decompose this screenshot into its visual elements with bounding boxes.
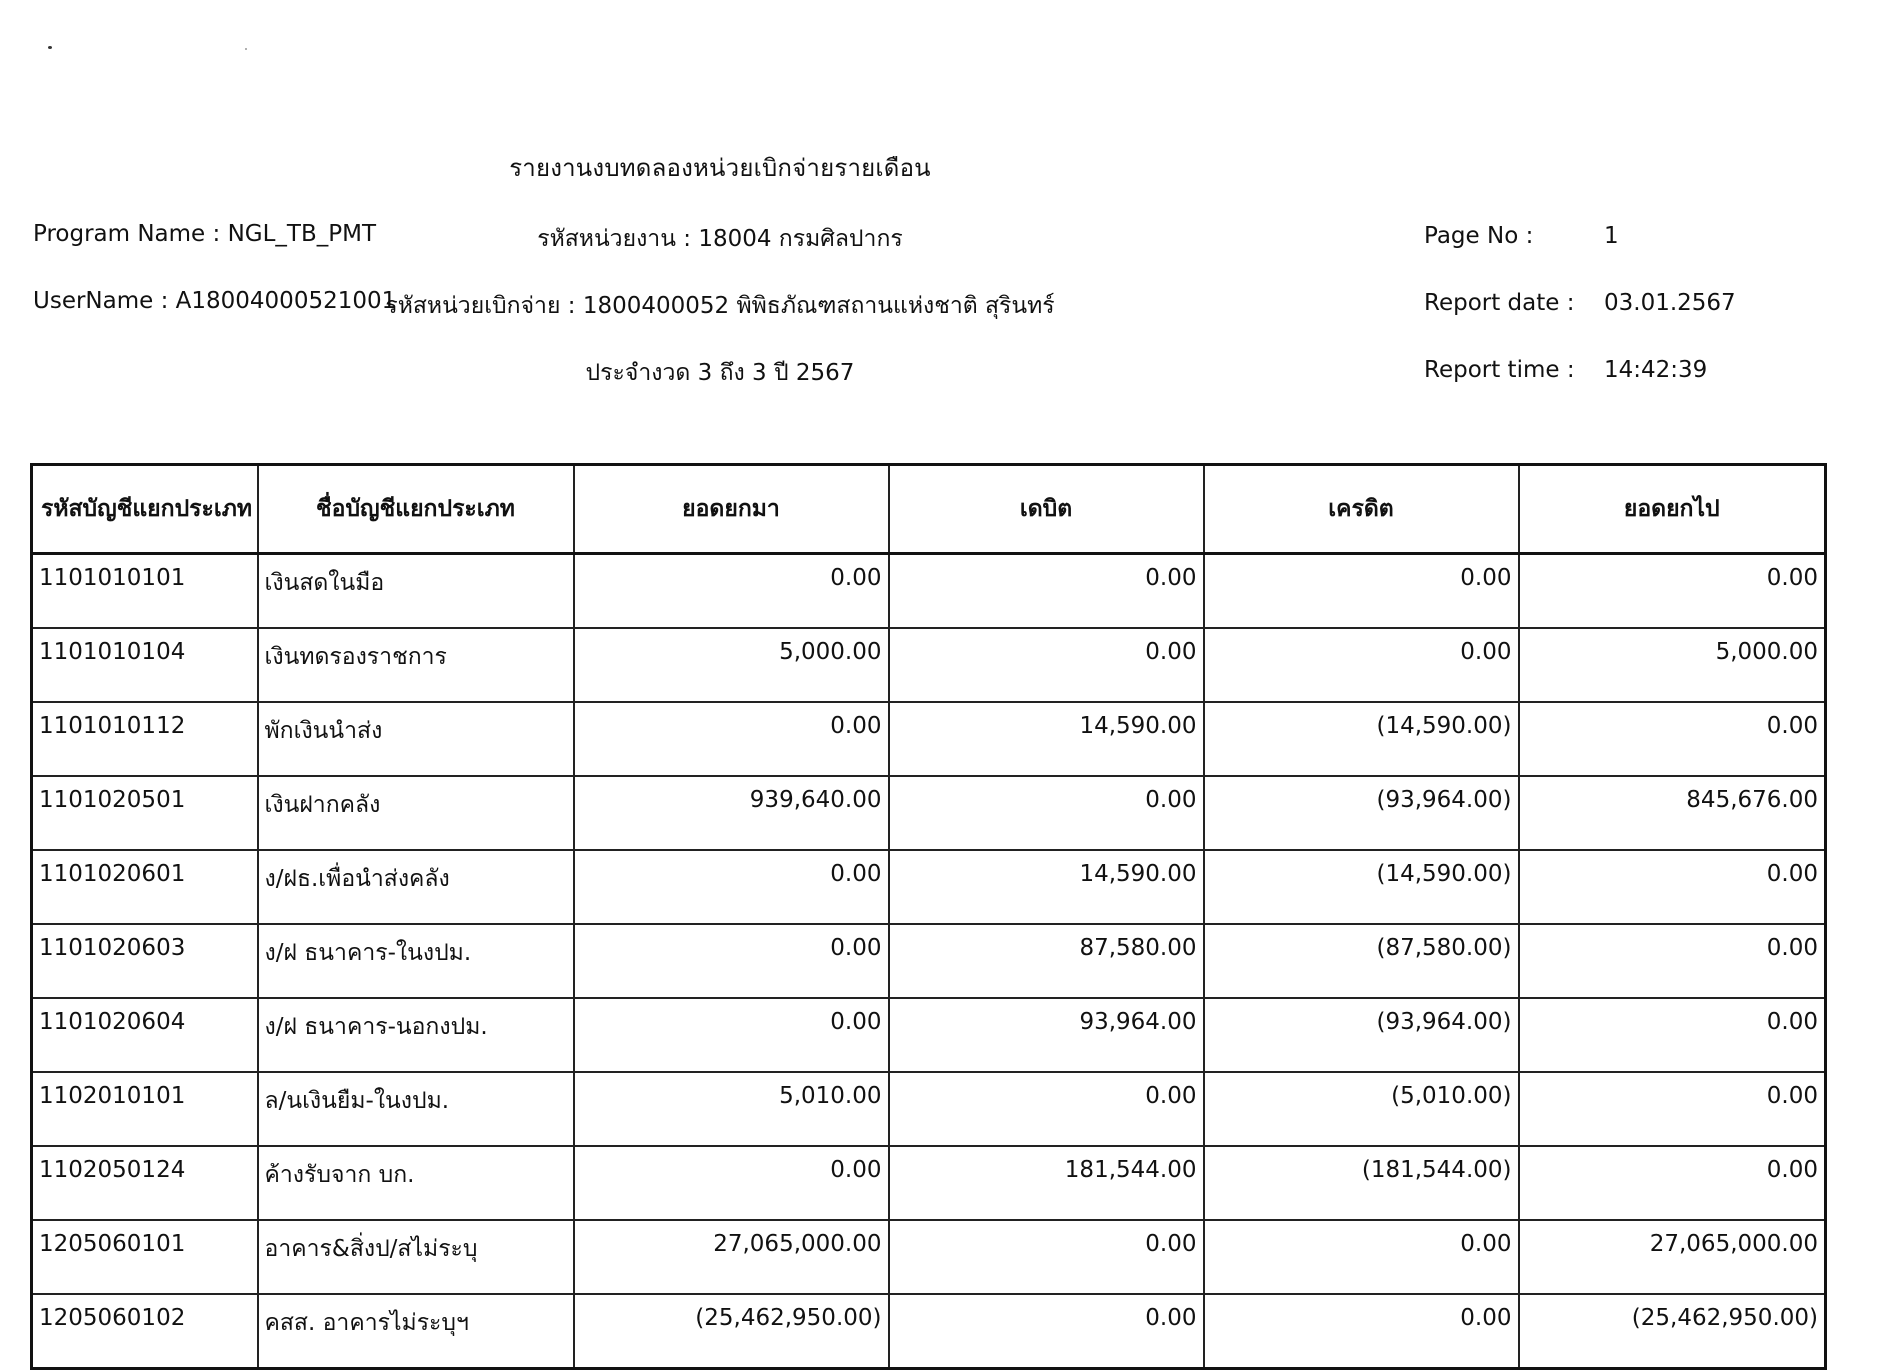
account-code: 1101020601 — [32, 850, 258, 924]
closing-balance: 0.00 — [1519, 702, 1826, 776]
debit: 0.00 — [889, 776, 1204, 850]
table-row — [32, 702, 1826, 776]
closing-balance: 0.00 — [1519, 1072, 1826, 1146]
table-row — [32, 998, 1826, 1072]
account-name: คสส. อาคารไม่ระบุฯ — [258, 1294, 574, 1369]
credit: (93,964.00) — [1204, 776, 1519, 850]
opening-balance: (25,462,950.00) — [574, 1294, 889, 1369]
page-no-value: 1 — [1604, 223, 1619, 249]
disbursement-unit: รหัสหน่วยเบิกจ่าย : 1800400052 พิพิธภัณฑสถานแห่งชาติ สุรินทร์ — [385, 293, 1055, 319]
trial-balance-table — [30, 463, 1827, 1370]
scan-speck — [48, 46, 52, 49]
closing-balance: 0.00 — [1519, 998, 1826, 1072]
account-name: ค้างรับจาก บก. — [258, 1146, 574, 1220]
table-row — [32, 628, 1826, 702]
credit: 0.00 — [1204, 1294, 1519, 1369]
opening-balance: 0.00 — [574, 924, 889, 998]
account-name: พักเงินนำส่ง — [258, 702, 574, 776]
account-name: เงินทดรองราชการ — [258, 628, 574, 702]
account-code: 1205060101 — [32, 1220, 258, 1294]
opening-balance: 0.00 — [574, 554, 889, 629]
credit: (181,544.00) — [1204, 1146, 1519, 1220]
closing-balance: (25,462,950.00) — [1519, 1294, 1826, 1369]
account-code: 1101020603 — [32, 924, 258, 998]
opening-balance: 5,010.00 — [574, 1072, 889, 1146]
account-name: อาคาร&สิ่งป/สไม่ระบุ — [258, 1220, 574, 1294]
table-row — [32, 924, 1826, 998]
debit: 14,590.00 — [889, 702, 1204, 776]
debit: 14,590.00 — [889, 850, 1204, 924]
column-header-closing-balance: ยอดยกไป — [1519, 465, 1826, 554]
opening-balance: 0.00 — [574, 998, 889, 1072]
report-title: รายงานงบทดลองหน่วยเบิกจ่ายรายเดือน — [509, 154, 931, 182]
debit: 0.00 — [889, 554, 1204, 629]
column-header-account-name: ชื่อบัญชีแยกประเภท — [258, 465, 574, 554]
scan-speck — [245, 48, 247, 50]
closing-balance: 845,676.00 — [1519, 776, 1826, 850]
closing-balance: 27,065,000.00 — [1519, 1220, 1826, 1294]
credit: (5,010.00) — [1204, 1072, 1519, 1146]
debit: 93,964.00 — [889, 998, 1204, 1072]
credit: 0.00 — [1204, 554, 1519, 629]
username: UserName : A18004000521001 — [33, 288, 397, 314]
report-time-label: Report time : — [1424, 357, 1575, 383]
debit: 0.00 — [889, 628, 1204, 702]
program-name: Program Name : NGL_TB_PMT — [33, 221, 377, 247]
opening-balance: 0.00 — [574, 850, 889, 924]
account-name: ง/ฝ ธนาคาร-นอกงปม. — [258, 998, 574, 1072]
credit: 0.00 — [1204, 628, 1519, 702]
opening-balance: 27,065,000.00 — [574, 1220, 889, 1294]
report-period: ประจำงวด 3 ถึง 3 ปี 2567 — [585, 360, 855, 386]
closing-balance: 0.00 — [1519, 554, 1826, 629]
table-row — [32, 1220, 1826, 1294]
credit: (93,964.00) — [1204, 998, 1519, 1072]
table-header-row — [32, 465, 1826, 554]
table-row — [32, 1146, 1826, 1220]
account-name: เงินฝากคลัง — [258, 776, 574, 850]
opening-balance: 0.00 — [574, 702, 889, 776]
column-header-opening-balance: ยอดยกมา — [574, 465, 889, 554]
account-name: ล/นเงินยืม-ในงปม. — [258, 1072, 574, 1146]
account-name: เงินสดในมือ — [258, 554, 574, 629]
table-row — [32, 776, 1826, 850]
account-code: 1205060102 — [32, 1294, 258, 1369]
report-time-value: 14:42:39 — [1604, 357, 1708, 383]
table-row — [32, 850, 1826, 924]
debit: 0.00 — [889, 1220, 1204, 1294]
table-row — [32, 1294, 1826, 1369]
debit: 0.00 — [889, 1072, 1204, 1146]
account-code: 1101020604 — [32, 998, 258, 1072]
report-date-value: 03.01.2567 — [1604, 290, 1736, 316]
account-name: ง/ฝธ.เพื่อนำส่งคลัง — [258, 850, 574, 924]
closing-balance: 0.00 — [1519, 924, 1826, 998]
closing-balance: 0.00 — [1519, 1146, 1826, 1220]
account-code: 1101020501 — [32, 776, 258, 850]
closing-balance: 5,000.00 — [1519, 628, 1826, 702]
account-name: ง/ฝ ธนาคาร-ในงปม. — [258, 924, 574, 998]
account-code: 1102010101 — [32, 1072, 258, 1146]
credit: (87,580.00) — [1204, 924, 1519, 998]
opening-balance: 5,000.00 — [574, 628, 889, 702]
debit: 87,580.00 — [889, 924, 1204, 998]
table-row — [32, 1072, 1826, 1146]
closing-balance: 0.00 — [1519, 850, 1826, 924]
opening-balance: 939,640.00 — [574, 776, 889, 850]
account-code: 1102050124 — [32, 1146, 258, 1220]
column-header-account-code: รหัสบัญชีแยกประเภท — [32, 465, 258, 554]
agency-code: รหัสหน่วยงาน : 18004 กรมศิลปากร — [537, 226, 903, 252]
page-no-label: Page No : — [1424, 223, 1534, 249]
debit: 181,544.00 — [889, 1146, 1204, 1220]
credit: 0.00 — [1204, 1220, 1519, 1294]
account-code: 1101010104 — [32, 628, 258, 702]
column-header-debit: เดบิต — [889, 465, 1204, 554]
opening-balance: 0.00 — [574, 1146, 889, 1220]
column-header-credit: เครดิต — [1204, 465, 1519, 554]
credit: (14,590.00) — [1204, 850, 1519, 924]
debit: 0.00 — [889, 1294, 1204, 1369]
account-code: 1101010112 — [32, 702, 258, 776]
table-row — [32, 554, 1826, 629]
account-code: 1101010101 — [32, 554, 258, 629]
credit: (14,590.00) — [1204, 702, 1519, 776]
report-date-label: Report date : — [1424, 290, 1575, 316]
